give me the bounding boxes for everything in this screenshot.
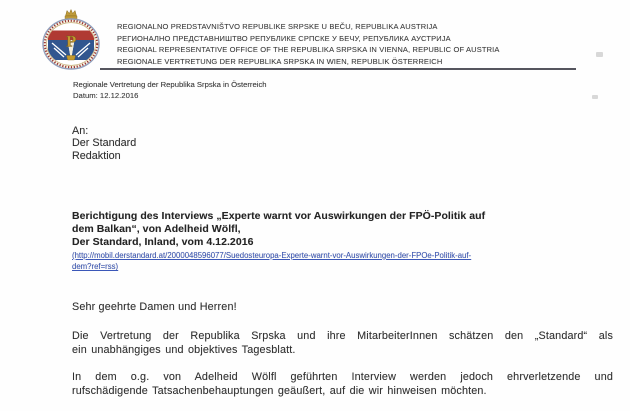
small-crown-icon: [67, 56, 76, 61]
paragraph-appreciation: [72, 330, 613, 357]
letterhead-org-names: [117, 21, 500, 67]
crest-monogram: Р: [65, 34, 77, 51]
date-line: Datum: 12.12.2016: [73, 91, 139, 101]
crown-icon: [66, 10, 77, 17]
office-line: Regionale Vertretung der Republika Srpska in Österreich: [73, 80, 267, 89]
paragraph-line: In dem o.g. von Adelheid Wölfl geführten Interview werden jedoch ehrverletzende und: [72, 371, 613, 383]
article-url-line-2[interactable]: dem?ref=rss): [72, 262, 119, 272]
subject-line-2: dem Balkan“, von Adelheid Wölfl,: [72, 223, 241, 235]
paragraph-complaint: [72, 370, 613, 398]
paragraph-line: Die Vertretung der Republika Srpska und ihre MitarbeiterInnen schätzen den „Standard“ als: [72, 330, 613, 342]
org-name-german: REGIONALE VERTRETUNG DER REPUBLIKA SRPSKA IN WIEN, REPUBLIK ÖSTERREICH: [117, 56, 443, 66]
subject-line-1: Berichtigung des Interviews „Experte warnt vor Auswirkungen der FPÖ-Politik auf: [72, 210, 486, 222]
subject-heading: [72, 210, 485, 249]
recipient-name: Der Standard: [72, 137, 137, 150]
recipient-address: [72, 125, 136, 162]
article-url-line-1[interactable]: (http://mobil.derstandard.at/2000048596077/Suedosteuropa-Experte-warnt-vor-Auswirkungen-der-FPOe-Politik-auf-: [72, 251, 472, 260]
org-name-bosnian: REGIONALNO PREDSTAVNIŠTVO REPUBLIKE SRPSKE U BEČU, REPUBLIKA AUSTRIJA: [117, 22, 438, 31]
paragraph-line: ein unabhängiges und objektives Tagesblatt.: [72, 343, 296, 356]
paragraph-line: rufschädigende Tatsachenbehauptungen geäußert, auf die wir hinweisen möchten.: [72, 385, 487, 397]
article-url-link[interactable]: [72, 250, 471, 272]
org-name-english: REGIONAL REPRESENTATIVE OFFICE OF THE REPUBLIKA SRPSKA IN VIENNA, REPUBLIC OF AUSTRIA: [117, 45, 500, 54]
recipient-department: Redaktion: [72, 149, 121, 162]
scan-artifact: [596, 52, 603, 57]
org-name-serbian-cyrillic: РЕГИОНАЛНО ПРЕДСТАВНИШТВО РЕПУБЛИКЕ СРПСКЕ У БЕЧУ, РЕПУБЛИКА АУСТРИЈА: [117, 33, 451, 43]
republika-srpska-crest-icon: [40, 7, 102, 70]
salutation: Sehr geehrte Damen und Herren!: [72, 301, 237, 313]
office-and-date: [73, 79, 267, 102]
recipient-label: An:: [72, 125, 89, 137]
scan-artifact: [592, 95, 598, 99]
subject-line-3: Der Standard, Inland, vom 4.12.2016: [72, 236, 254, 248]
letterhead-divider: [100, 68, 576, 70]
